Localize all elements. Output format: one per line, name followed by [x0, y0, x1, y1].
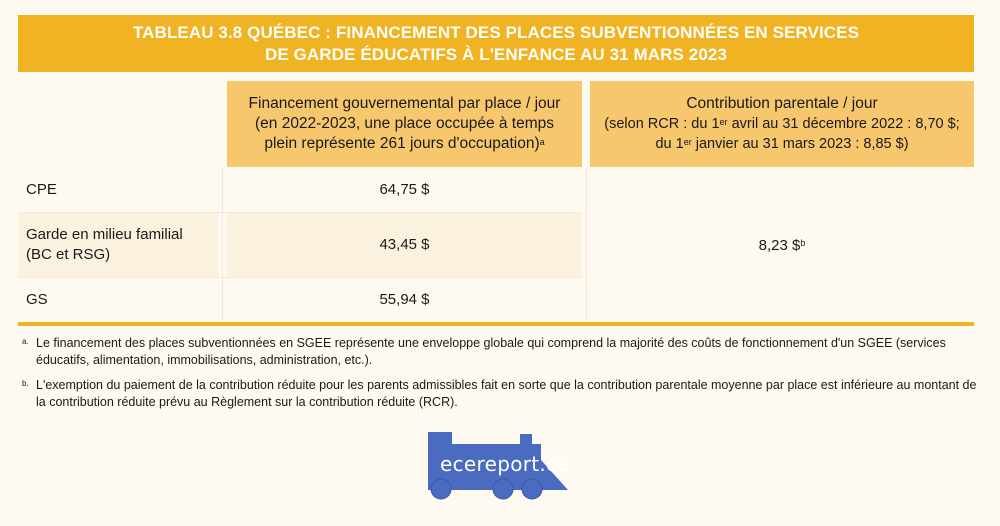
footnote-text: L'exemption du paiement de la contribution réduite pour les parents admissibles fait en sorte que la contribution parentale moyenne par place est inférieure au montant de la contribution réduite prévu au Règlement sur la contribution réduite (RCR).: [36, 378, 977, 409]
funding-gs: 55,94 $: [379, 291, 430, 308]
header-text: [264, 134, 544, 154]
header-parental-contribution: [590, 81, 974, 167]
footnote-a: [22, 335, 982, 369]
footnote-mark: b: [800, 238, 806, 248]
header-government-funding: [227, 81, 582, 167]
row-label-line: Garde en milieu familial: [26, 226, 183, 243]
title-line-1: TABLEAU 3.8 QUÉBEC : FINANCEMENT DES PLACES SUBVENTIONNÉES EN SERVICES: [132, 22, 860, 42]
row-label-line: (BC et RSG): [26, 246, 111, 263]
header-text: [604, 114, 959, 134]
row-label-cpe: CPE: [26, 181, 57, 198]
value-text: 8,23 $: [758, 236, 801, 254]
funding-cpe: 64,75 $: [379, 181, 430, 198]
header-text-part: (selon RCR : du 1: [604, 116, 720, 132]
row-label-garde-familial: [18, 213, 218, 277]
header-text: Contribution parentale / jour: [686, 95, 878, 112]
column-divider: [222, 168, 223, 322]
header-text-part: janvier au 31 mars 2023 : 8,85 $): [691, 136, 909, 152]
funding-garde-familial: 43,45 $: [379, 236, 430, 253]
footnote-mark: a: [539, 137, 545, 147]
column-divider: [586, 168, 587, 322]
superscript: er: [683, 137, 692, 147]
header-text: [655, 134, 908, 154]
table-title: [18, 15, 974, 72]
footnote-text: Le financement des places subventionnées en SGEE représente une enveloppe globale qui comprend la majorité des coûts de fonctionnement d'un SGEE (services éducatifs, alimentation, immobilisations, administration, etc.).: [36, 336, 946, 367]
footnotes: [22, 335, 982, 419]
header-text: (en 2022-2023, une place occupée à temps: [254, 115, 555, 132]
footnote-mark: b.: [22, 379, 29, 388]
footnote-b: [22, 377, 982, 411]
header-text: Financement gouvernemental par place / jour: [248, 95, 561, 112]
header-text-part: avril au 31 décembre 2022 : 8,70 $;: [727, 116, 960, 132]
header-text-part: plein représente 261 jours d'occupation): [264, 135, 540, 152]
header-text-part: du 1: [655, 136, 684, 152]
superscript: er: [719, 117, 728, 127]
table-bottom-rule: [18, 322, 974, 326]
row-label-gs: GS: [26, 291, 48, 308]
footnote-mark: a.: [22, 337, 29, 346]
logo-text: ecereport.ca: [440, 452, 570, 476]
title-line-2: DE GARDE ÉDUCATIFS À L'ENFANCE AU 31 MARS 2023: [264, 44, 728, 64]
parental-contribution-value: [590, 168, 974, 322]
